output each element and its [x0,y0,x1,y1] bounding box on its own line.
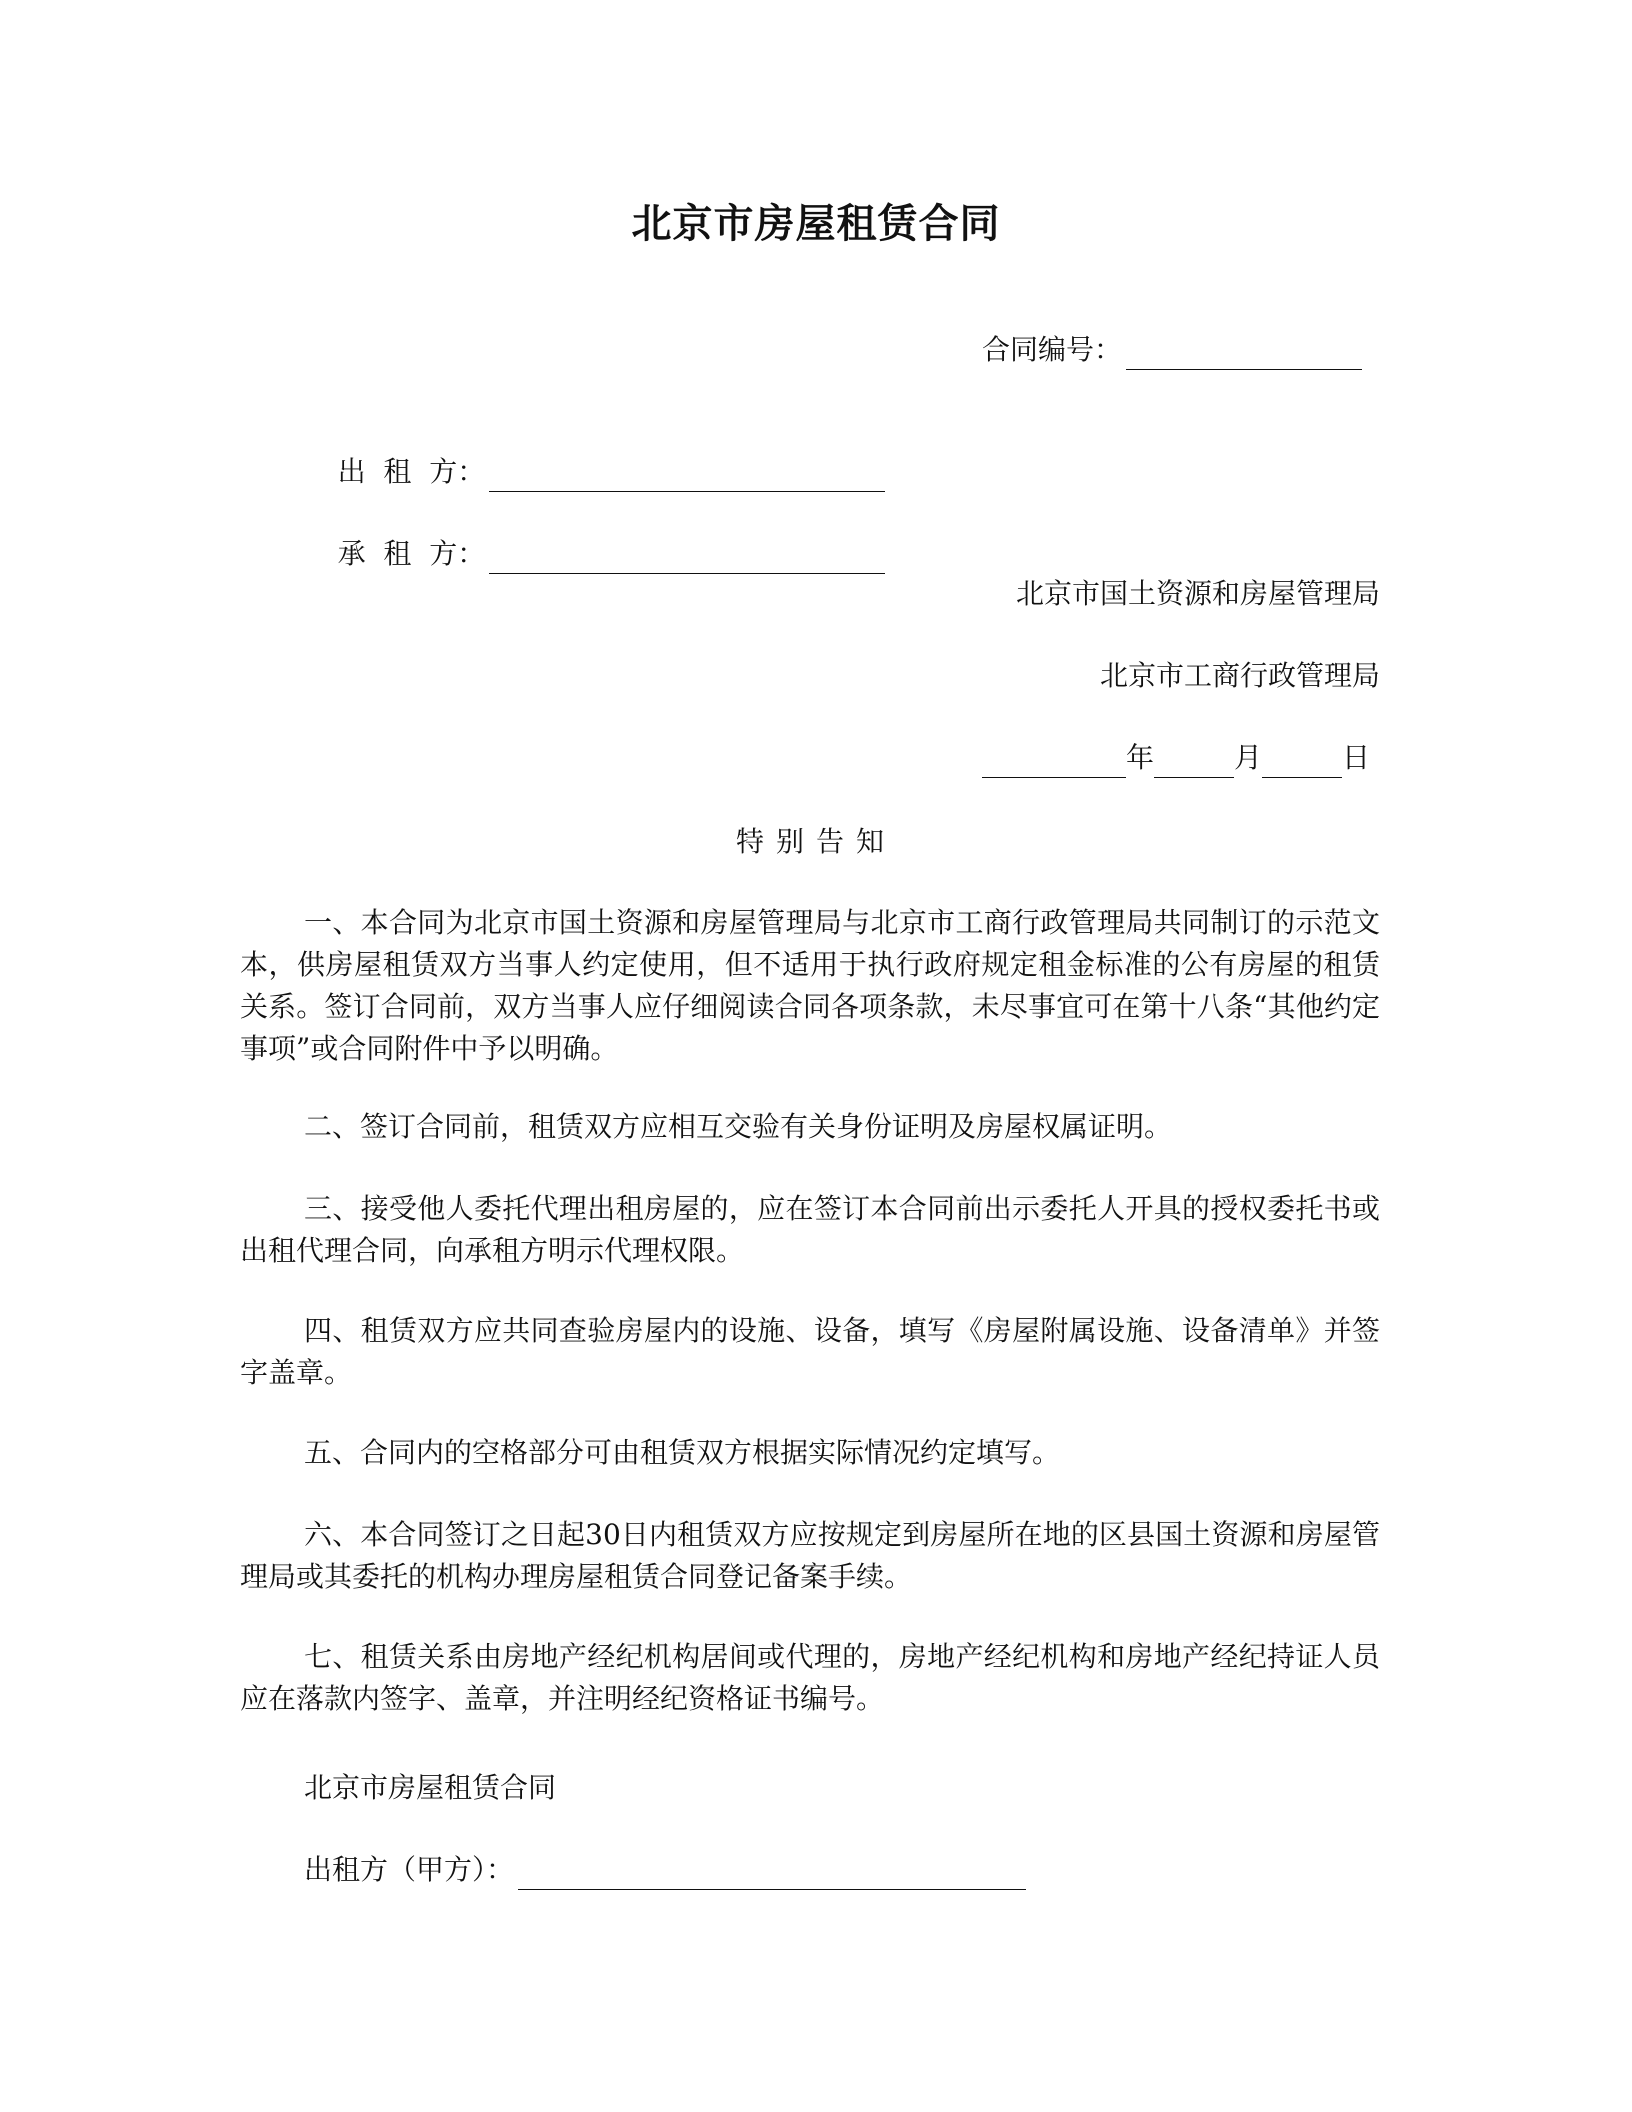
document-title: 北京市房屋租赁合同 [631,200,1001,247]
notice-paragraph-3: 三、接受他人委托代理出租房屋的，应在签订本合同前出示委托人开具的授权委托书或出租代理合同，向承租方明示代理权限。 [240,1192,1380,1267]
party-a-blank [518,1855,1026,1890]
day-label: 日 [1342,741,1371,774]
lessee-row [302,494,885,614]
month-label: 月 [1234,741,1263,774]
day-blank [1262,743,1342,778]
lessee-blank [489,539,885,574]
year-label: 年 [1126,741,1155,774]
contract-number-blank [1126,335,1362,370]
issuer-land-housing-bureau: 北京市国土资源和房屋管理局 [1015,577,1380,610]
notice-paragraph-2: 二、签订合同前，租赁双方应相互交验有关身份证明及房屋权属证明。 [304,1110,1173,1143]
lessor-blank [489,457,885,492]
year-blank [982,743,1126,778]
lessor-label: 出 租 方： [337,455,486,488]
issuer-industry-commerce-bureau: 北京市工商行政管理局 [1099,659,1380,692]
notice-heading: 特别告知 [735,825,896,858]
party-a-label: 出租方（甲方）： [304,1853,515,1886]
lessee-label: 承 租 方： [337,537,486,570]
notice-paragraph-7: 七、租赁关系由房地产经纪机构居间或代理的，房地产经纪机构和房地产经纪持证人员应在落款内签字、盖章，并注明经纪资格证书编号。 [240,1640,1380,1715]
date-row [982,738,1370,778]
notice-paragraph-6: 六、本合同签订之日起30日内租赁双方应按规定到房屋所在地的区县国土资源和房屋管理局或其委托的机构办理房屋租赁合同登记备案手续。 [240,1518,1380,1593]
contract-number-row [982,330,1362,370]
contract-number-label: 合同编号： [982,333,1123,366]
notice-paragraph-1: 一、本合同为北京市国土资源和房屋管理局与北京市工商行政管理局共同制订的示范文本，供房屋租赁双方当事人约定使用，但不适用于执行政府规定租金标准的公有房屋的租赁关系。签订合同前，双方当事人应仔细阅读合同各项条款，未尽事宜可在第十八条“其他约定事项”或合同附件中予以明确。 [240,906,1380,1065]
notice-paragraph-4: 四、租赁双方应共同查验房屋内的设施、设备，填写《房屋附属设施、设备清单》并签字盖章。 [240,1314,1380,1389]
month-blank [1154,743,1234,778]
notice-paragraph-5: 五、合同内的空格部分可由租赁双方根据实际情况约定填写。 [304,1436,1061,1469]
party-a-row [304,1850,1026,1890]
contract-subtitle: 北京市房屋租赁合同 [304,1771,557,1804]
